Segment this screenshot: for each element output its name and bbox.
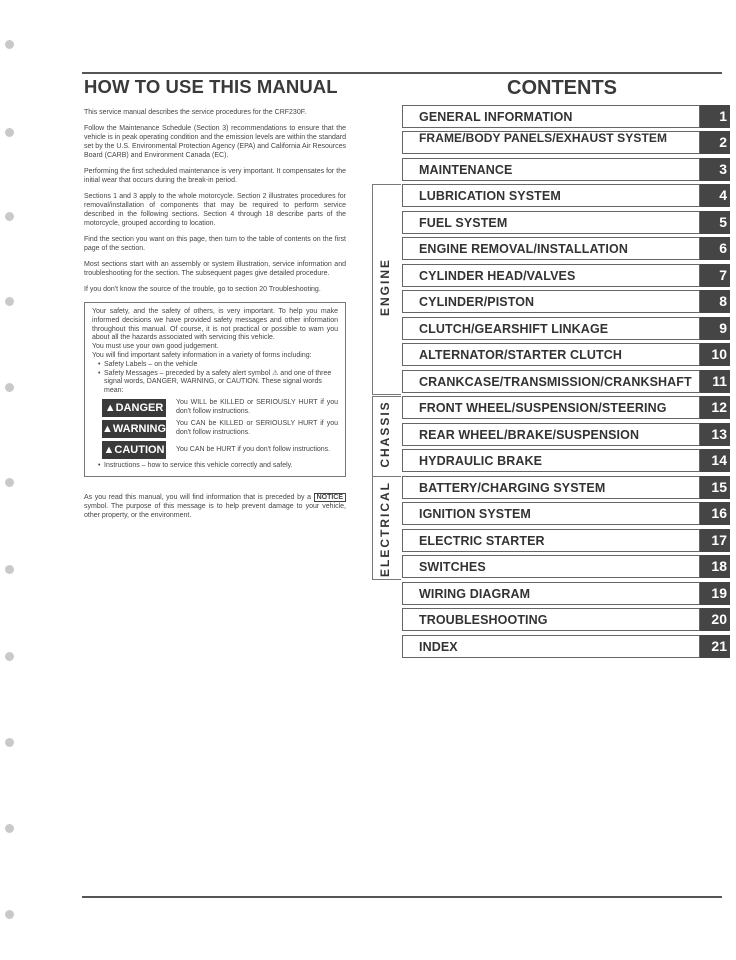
warning-text: You CAN be KILLED or SERIOUSLY HURT if you don't follow instructions. xyxy=(176,420,338,436)
top-rule xyxy=(82,72,722,74)
toc-number: 21 xyxy=(700,635,730,658)
toc-number: 8 xyxy=(700,290,730,313)
toc-number: 11 xyxy=(700,370,730,393)
toc-number: 14 xyxy=(700,449,730,472)
toc-item[interactable]: BATTERY/CHARGING SYSTEM xyxy=(402,476,700,499)
binder-hole xyxy=(5,738,14,747)
warning-badge: ▲WARNING xyxy=(102,420,166,438)
toc-item[interactable]: ENGINE REMOVAL/INSTALLATION xyxy=(402,237,700,260)
toc-number: 9 xyxy=(700,317,730,340)
how-to-use-section xyxy=(84,76,346,527)
body-paragraph: Most sections start with an assembly or system illustration, service information and troubleshooting for the section. The subsequent pages give detailed procedure. xyxy=(84,261,346,277)
toc-item[interactable]: INDEX xyxy=(402,635,700,658)
binder-hole xyxy=(5,212,14,221)
toc-item[interactable]: SWITCHES xyxy=(402,555,700,578)
toc-number: 15 xyxy=(700,476,730,499)
toc-item[interactable]: FUEL SYSTEM xyxy=(402,211,700,234)
toc-item[interactable]: ALTERNATOR/STARTER CLUTCH xyxy=(402,343,700,366)
toc-number: 10 xyxy=(700,343,730,366)
toc-item[interactable]: CYLINDER HEAD/VALVES xyxy=(402,264,700,287)
caution-text: You CAN be HURT if you don't follow instructions. xyxy=(176,445,331,453)
toc-number: 6 xyxy=(700,237,730,260)
toc-item[interactable]: TROUBLESHOOTING xyxy=(402,608,700,631)
body-paragraph: If you don't know the source of the trouble, go to section 20 Troubleshooting. xyxy=(84,286,321,293)
toc-item[interactable]: MAINTENANCE xyxy=(402,158,700,181)
binder-hole xyxy=(5,652,14,661)
toc-number: 17 xyxy=(700,529,730,552)
warning-signal xyxy=(102,420,338,438)
safety-bullet: • Instructions – how to service this vehicle correctly and safely. xyxy=(98,462,338,471)
notice-pre-text: As you read this manual, you will find information that is preceded by a xyxy=(84,493,311,501)
body-paragraph: Find the section you want on this page, then turn to the table of contents on the first page of the section. xyxy=(84,236,346,252)
group-label-chassis: CHASSIS xyxy=(378,400,392,468)
safety-judgement: You must use your own good judgement. xyxy=(92,343,219,351)
toc-item[interactable]: GENERAL INFORMATION xyxy=(402,105,700,128)
toc-item[interactable]: FRONT WHEEL/SUSPENSION/STEERING xyxy=(402,396,700,419)
toc-item[interactable]: CRANKCASE/TRANSMISSION/CRANKSHAFT xyxy=(402,370,700,393)
binder-hole xyxy=(5,297,14,306)
binder-hole xyxy=(5,40,14,49)
group-label-engine: ENGINE xyxy=(378,258,392,317)
bottom-rule xyxy=(82,896,722,898)
toc-item[interactable]: WIRING DIAGRAM xyxy=(402,582,700,605)
toc-item[interactable]: HYDRAULIC BRAKE xyxy=(402,449,700,472)
toc-number: 16 xyxy=(700,502,730,525)
contents-title: CONTENTS xyxy=(507,77,617,99)
group-label-electrical: ELECTRICAL xyxy=(378,481,392,577)
toc-number: 4 xyxy=(700,184,730,207)
toc-number: 18 xyxy=(700,555,730,578)
toc-item[interactable]: LUBRICATION SYSTEM xyxy=(402,184,700,207)
toc-item[interactable]: IGNITION SYSTEM xyxy=(402,502,700,525)
toc-number: 3 xyxy=(700,158,730,181)
section-heading: HOW TO USE THIS MANUAL xyxy=(84,76,338,97)
safety-forms: You will find important safety information in a variety of forms including: xyxy=(92,351,312,359)
safety-bullet: • Safety Messages – preceded by a safety alert symbol ⚠ and one of three signal words, DANGER, WARNING, or CAUTION. These signal words mean: xyxy=(98,370,338,396)
binder-hole xyxy=(5,910,14,919)
danger-badge: ▲DANGER xyxy=(102,399,166,417)
binder-hole xyxy=(5,565,14,574)
caution-badge: ▲CAUTION xyxy=(102,441,166,459)
body-paragraph: Sections 1 and 3 apply to the whole motorcycle. Section 2 illustrates procedures for removal/installation of components that may be required to perform service described in the following sections. Section 4 through 18 describe parts of the motorcycle, grouped according to location. xyxy=(84,193,346,227)
binder-hole xyxy=(5,478,14,487)
body-paragraph: Follow the Maintenance Schedule (Section 3) recommendations to ensure that the vehicle is in peak operating condition and the emission levels are within the standard set by the U.S. Environmental Protection Agency (EPA) and California Air Resources Board (CARB) and Environment Canada (EC). xyxy=(84,125,346,159)
body-paragraph: Performing the first scheduled maintenance is very important. It compensates for the initial wear that occurs during the break-in period. xyxy=(84,168,346,184)
notice-paragraph xyxy=(84,493,346,520)
notice-post-text: symbol. The purpose of this message is to help prevent damage to your vehicle, other property, or the environment. xyxy=(84,502,346,519)
toc-number: 5 xyxy=(700,211,730,234)
safety-intro: Your safety, and the safety of others, is very important. To help you make informed decisions we have provided safety messages and other information throughout this manual. Of course, it is not practical or possible to warn you about all the hazards associated with servicing this vehicle. xyxy=(92,308,338,342)
toc-number: 1 xyxy=(700,105,730,128)
binder-hole xyxy=(5,383,14,392)
safety-bullet: • Safety Labels – on the vehicle xyxy=(98,361,338,370)
toc-item[interactable]: FRAME/BODY PANELS/EXHAUST SYSTEM xyxy=(402,131,700,154)
notice-symbol: NOTICE xyxy=(314,493,346,502)
toc-item[interactable]: CLUTCH/GEARSHIFT LINKAGE xyxy=(402,317,700,340)
toc-item[interactable]: ELECTRIC STARTER xyxy=(402,529,700,552)
toc-item[interactable]: REAR WHEEL/BRAKE/SUSPENSION xyxy=(402,423,700,446)
toc-number: 13 xyxy=(700,423,730,446)
toc-number: 2 xyxy=(700,131,730,154)
binder-hole xyxy=(5,824,14,833)
intro-paragraph: This service manual describes the service procedures for the CRF230F. xyxy=(84,109,307,116)
toc-number: 20 xyxy=(700,608,730,631)
safety-message-box xyxy=(84,302,346,477)
safety-list xyxy=(92,462,338,471)
binder-hole xyxy=(5,128,14,137)
caution-signal xyxy=(102,441,338,459)
danger-signal xyxy=(102,399,338,417)
toc-number: 12 xyxy=(700,396,730,419)
safety-list xyxy=(92,361,338,396)
danger-text: You WILL be KILLED or SERIOUSLY HURT if you don't follow instructions. xyxy=(176,399,338,415)
toc-item[interactable]: CYLINDER/PISTON xyxy=(402,290,700,313)
toc-number: 7 xyxy=(700,264,730,287)
toc-number: 19 xyxy=(700,582,730,605)
